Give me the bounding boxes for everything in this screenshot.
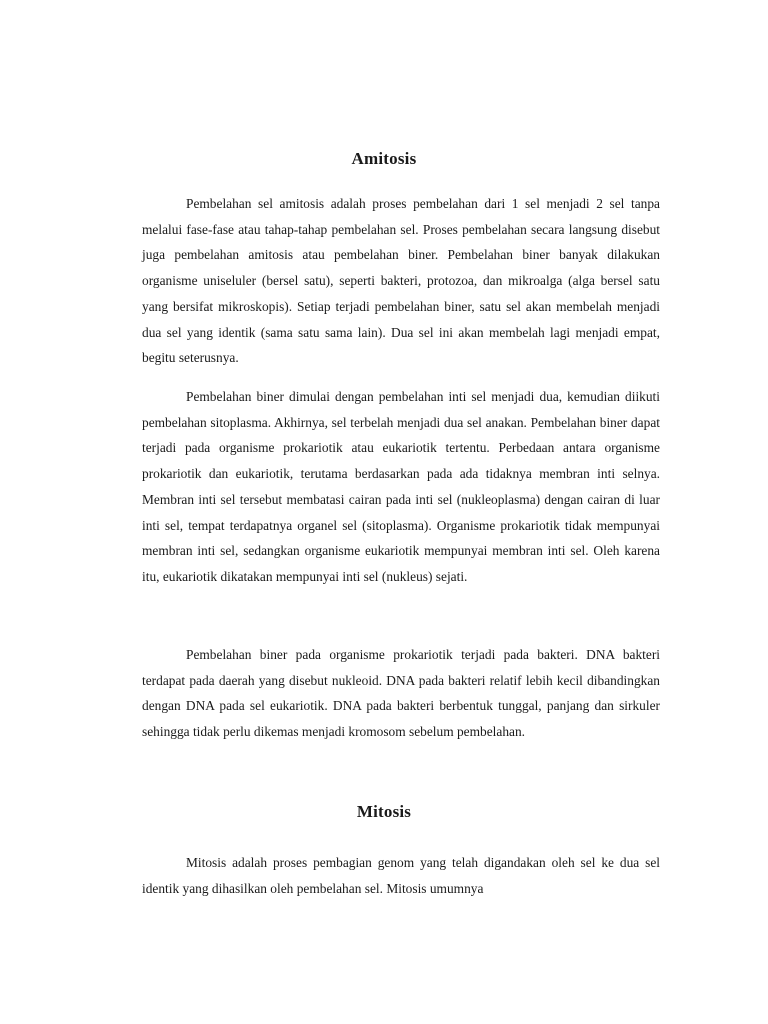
paragraph-mitosis-definition: Mitosis adalah proses pembagian genom yang telah digandakan oleh sel ke dua sel identik yang dihasilkan oleh pembelahan sel. Mitosis umumnya — [142, 855, 660, 896]
paragraph-binary-fission-process: Pembelahan biner dimulai dengan pembelahan inti sel menjadi dua, kemudian diikuti pembelahan sitoplasma. Akhirnya, sel terbelah menjadi dua sel anakan. Pembelahan biner dapat terjadi pada organisme prokariotik atau eukariotik tertentu. Perbedaan antara organisme prokariotik dan eukariotik, terutama berdasarkan pada ada tidaknya membran inti selnya. Membran inti sel tersebut membatasi cairan pada inti sel (nukleoplasma) dengan cairan di luar inti sel, tempat terdapatnya organel sel (sitoplasma). Organisme prokariotik tidak mempunyai membran inti sel, sedangkan organisme eukariotik mempunyai membran inti sel. Oleh karena itu, eukariotik dikatakan mempunyai inti sel (nukleus) sejati. — [142, 389, 660, 584]
paragraph-amitosis-definition: Pembelahan sel amitosis adalah proses pembelahan dari 1 sel menjadi 2 sel tanpa melalui fase-fase atau tahap-tahap pembelahan sel. Proses pembelahan secara langsung disebut juga pembelahan amitosis atau pembelahan biner. Pembelahan biner banyak dilakukan organisme uniseluler (bersel satu), seperti bakteri, protozoa, dan mikroalga (alga bersel satu yang bersifat mikroskopis). Setiap terjadi pembelahan biner, satu sel akan membelah menjadi dua sel yang identik (sama satu sama lain). Dua sel ini akan membelah lagi menjadi empat, begitu seterusnya. — [142, 196, 660, 366]
section-heading-mitosis: Mitosis — [356, 802, 412, 821]
paragraph-prokaryotic-fission: Pembelahan biner pada organisme prokariotik terjadi pada bakteri. DNA bakteri terdapat pada daerah yang disebut nukleoid. DNA pada bakteri relatif lebih kecil dibandingkan dengan DNA pada sel eukariotik. DNA pada bakteri berbentuk tunggal, panjang dan sirkuler sehingga tidak perlu dikemas menjadi kromosom sebelum pembelahan. — [142, 647, 660, 740]
section-heading-amitosis: Amitosis — [351, 149, 417, 168]
